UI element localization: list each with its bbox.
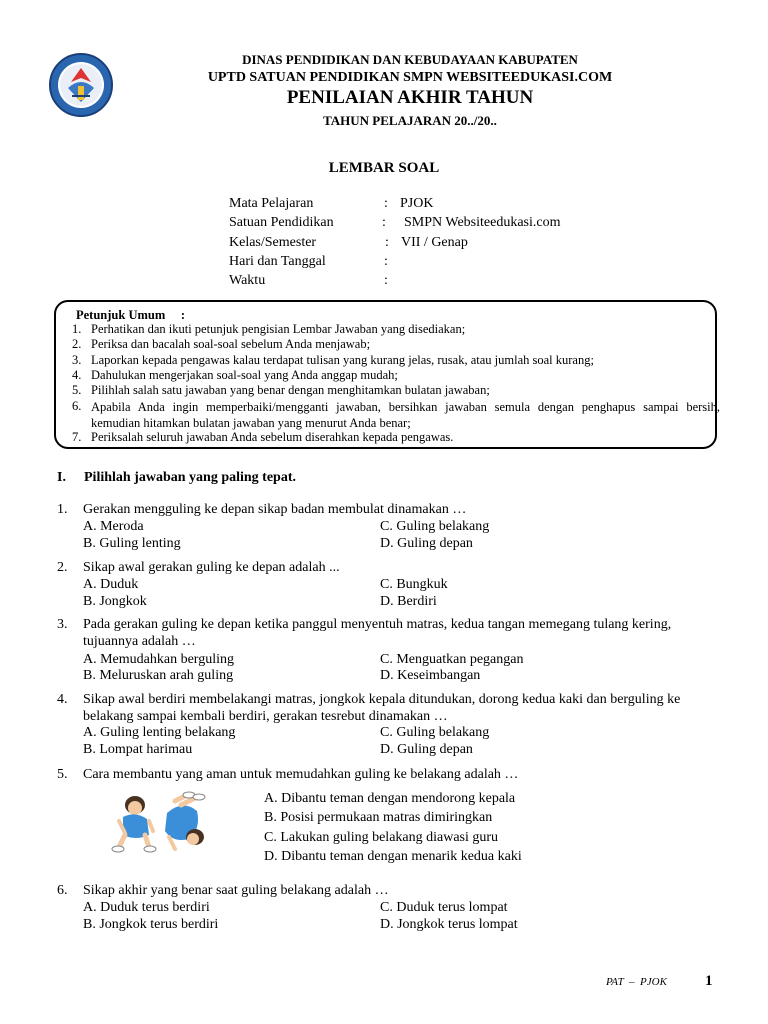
header-school: UPTD SATUAN PENDIDIKAN SMPN WEBSITEEDUKASI.COM	[207, 70, 613, 85]
instruction-item	[72, 353, 720, 367]
question-number: 5.	[57, 767, 68, 782]
question-text: Sikap awal gerakan guling ke depan adalah ...	[83, 560, 340, 575]
date-label: Hari dan Tanggal	[229, 254, 326, 269]
page-number: 1	[705, 973, 713, 989]
instruction-text: Periksalah seluruh jawaban Anda sebelum diserahkan kepada pengawas.	[91, 430, 454, 444]
question-5	[57, 766, 717, 783]
backward-roll-illustration	[105, 791, 210, 857]
option-d: D. Keseimbangan	[380, 668, 481, 683]
question-number: 4.	[57, 692, 68, 707]
class-value: VII / Genap	[401, 235, 468, 250]
question-text: Sikap akhir yang benar saat guling belakang adalah …	[83, 883, 389, 898]
time-label: Waktu	[229, 273, 266, 288]
question-1	[57, 501, 717, 518]
question-text: Cara membantu yang aman untuk memudahkan guling ke belakang adalah …	[83, 767, 519, 782]
question-text: Gerakan mengguling ke depan sikap badan membulat dinamakan …	[83, 502, 467, 517]
header-exam-title: PENILAIAN AKHIR TAHUN	[286, 87, 534, 108]
question-4	[57, 691, 717, 725]
info-colon: :	[384, 254, 388, 269]
instructions-title: Petunjuk Umum :	[76, 308, 186, 322]
instruction-number: 6.	[72, 399, 82, 413]
instruction-text: Periksa dan bacalah soal-soal sebelum Anda menjawab;	[91, 337, 371, 351]
option-a: A. Memudahkan berguling	[83, 652, 234, 667]
instruction-number: 5.	[72, 383, 82, 397]
instruction-item	[72, 430, 720, 444]
instruction-number: 1.	[72, 322, 82, 336]
instruction-text: Dahulukan mengerjakan soal-soal yang Anda anggap mudah;	[91, 368, 398, 382]
option-d: D. Jongkok terus lompat	[380, 917, 518, 932]
option-d: D. Dibantu teman dengan menarik kedua kaki	[264, 849, 522, 864]
question-number: 3.	[57, 617, 68, 632]
instruction-item	[72, 337, 720, 351]
option-d: D. Guling depan	[380, 536, 473, 551]
option-c: C. Menguatkan pegangan	[380, 652, 524, 667]
instruction-text: Apabila Anda ingin memperbaiki/mengganti jawaban, bersihkan jawaban semula dengan penghapus sampai bersih, kemudian hitamkan bulatan jawaban yang menurut Anda benar;	[91, 400, 720, 430]
general-instructions-box	[54, 300, 720, 449]
question-2	[57, 559, 717, 576]
question-text: Sikap awal berdiri membelakangi matras, jongkok kepala ditundukan, dorong kedua kaki dan berguling ke belakang sampai kembali berdiri, gerakan tesrebut dinamakan …	[83, 692, 681, 724]
option-a: A. Meroda	[83, 519, 144, 534]
footer-label: PAT – PJOK	[606, 976, 667, 988]
option-d: D. Guling depan	[380, 742, 473, 757]
instruction-text: Laporkan kepada pengawas kalau terdapat tulisan yang kurang jelas, rusak, atau jumlah soal kurang;	[91, 353, 594, 367]
option-c: C. Bungkuk	[380, 577, 448, 592]
option-a: A. Duduk	[83, 577, 139, 592]
info-colon: :	[382, 215, 386, 230]
instruction-item	[72, 322, 720, 336]
option-b: B. Guling lenting	[83, 536, 181, 551]
school-value: SMPN Websiteedukasi.com	[404, 215, 561, 230]
subject-label: Mata Pelajaran	[229, 196, 314, 211]
option-b: B. Jongkok	[83, 594, 147, 609]
option-c: C. Duduk terus lompat	[380, 900, 508, 915]
option-c: C. Lakukan guling belakang diawasi guru	[264, 830, 499, 845]
question-3	[57, 616, 717, 650]
question-number: 6.	[57, 883, 68, 898]
question-number: 1.	[57, 502, 68, 517]
option-d: D. Berdiri	[380, 594, 437, 609]
option-a: A. Duduk terus berdiri	[83, 900, 210, 915]
instruction-text: Perhatikan dan ikuti petunjuk pengisian Lembar Jawaban yang disediakan;	[91, 322, 466, 336]
header-agency: DINAS PENDIDIKAN DAN KEBUDAYAAN KABUPATEN	[242, 52, 578, 67]
option-b: B. Jongkok terus berdiri	[83, 917, 219, 932]
option-c: C. Guling belakang	[380, 725, 490, 740]
info-colon: :	[385, 235, 389, 250]
question-6	[57, 882, 717, 899]
header-year: TAHUN PELAJARAN 20../20..	[323, 113, 497, 128]
school-label: Satuan Pendidikan	[229, 215, 334, 230]
info-colon: :	[384, 196, 388, 211]
class-label: Kelas/Semester	[229, 235, 317, 250]
option-b: B. Lompat harimau	[83, 742, 193, 757]
instruction-number: 3.	[72, 353, 82, 367]
subject-value: PJOK	[400, 196, 434, 211]
instruction-number: 4.	[72, 368, 82, 382]
option-c: C. Guling belakang	[380, 519, 490, 534]
option-b: B. Posisi permukaan matras dimiringkan	[264, 810, 493, 825]
instruction-number: 2.	[72, 337, 82, 351]
instruction-text: Pilihlah salah satu jawaban yang benar dengan menghitamkan bulatan jawaban;	[91, 383, 490, 397]
option-b: B. Meluruskan arah guling	[83, 668, 234, 683]
instruction-item	[72, 399, 720, 429]
option-a: A. Guling lenting belakang	[83, 725, 236, 740]
tut-wuri-handayani-logo	[48, 52, 114, 118]
sheet-title: LEMBAR SOAL	[328, 160, 440, 176]
instruction-number: 7.	[72, 430, 82, 444]
instruction-item	[72, 383, 720, 397]
option-a: A. Dibantu teman dengan mendorong kepala	[264, 791, 516, 806]
instruction-item	[72, 368, 720, 382]
question-number: 2.	[57, 560, 68, 575]
info-colon: :	[384, 273, 388, 288]
section-title: Pilihlah jawaban yang paling tepat.	[84, 470, 296, 485]
question-text: Pada gerakan guling ke depan ketika panggul menyentuh matras, kedua tangan memegang tulang kering, tujuannya adalah …	[83, 617, 672, 649]
section-number: I.	[57, 470, 66, 485]
